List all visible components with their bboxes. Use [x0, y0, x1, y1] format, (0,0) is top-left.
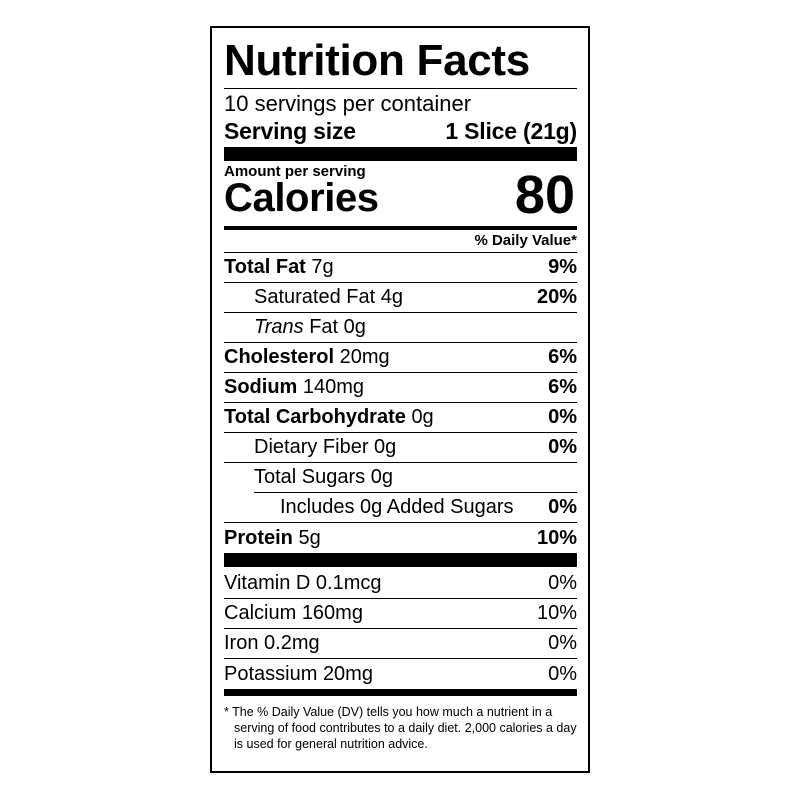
nutrient-row-total-sugars [254, 463, 577, 493]
nutrient-amount: 0g [370, 466, 393, 488]
serving-size-row [224, 117, 577, 147]
nutrient-dv: 0% [548, 406, 577, 428]
nutrient-row-sodium [224, 373, 577, 403]
vitamin-amount: 0.2mg [264, 632, 320, 654]
nutrient-name: Total Sugars [254, 466, 366, 488]
nutrient-name: Total Fat [224, 256, 306, 278]
footnote: * The % Daily Value (DV) tells you how much a nutrient in a serving of food contributes to a daily diet. 2,000 calories a day is used for general nutrition advice. [224, 705, 577, 751]
nutrient-dv: 6% [548, 376, 577, 398]
vitamin-name: Potassium [224, 662, 318, 685]
vitamin-name: Calcium [224, 602, 297, 624]
vitamin-name: Iron [224, 632, 259, 654]
amount-per-serving: Amount per serving [224, 163, 366, 180]
vitamin-amount: 20mg [322, 662, 373, 685]
vitamin-name: Vitamin D [224, 572, 311, 594]
nutrient-name: Saturated Fat [254, 286, 376, 308]
vitamin-dv: 0% [548, 572, 577, 594]
nutrient-row-protein [224, 523, 577, 553]
divider-medium [224, 689, 577, 696]
nutrient-row-total-fat [224, 253, 577, 283]
nutrient-row-added-sugars [224, 493, 577, 523]
nutrient-amount: 140mg [302, 376, 365, 398]
calories-label: Calories [224, 176, 379, 220]
nutrient-name: Total Carbohydrate [224, 406, 406, 428]
divider-thick [224, 147, 577, 161]
nutrient-row-trans-fat [224, 313, 577, 343]
nutrient-amount: 20mg [339, 346, 390, 368]
divider [224, 88, 577, 89]
nutrient-amount: 4g [380, 286, 403, 308]
nutrient-name: Sodium [224, 376, 298, 398]
nutrient-name: Dietary Fiber [254, 436, 369, 458]
servings-per-container: 10 servings per container [224, 91, 472, 116]
nutrition-facts-label [210, 26, 590, 773]
vitamin-row-calcium [224, 599, 577, 629]
serving-size-value: 1 Slice (21g) [445, 118, 577, 144]
vitamin-dv: 0% [548, 662, 577, 685]
nutrient-dv: 20% [536, 286, 577, 308]
nutrient-dv: 0% [548, 436, 577, 458]
nutrient-amount: 0g [343, 316, 366, 338]
nutrient-dv: 0% [548, 496, 577, 518]
nutrient-row-total-carbohydrate [224, 403, 577, 433]
nutrient-amount: 0g [411, 406, 434, 428]
vitamin-row-iron [224, 629, 577, 659]
vitamin-dv: 10% [536, 602, 577, 624]
nutrient-row-saturated-fat [224, 283, 577, 313]
nutrient-dv: 9% [548, 256, 577, 278]
daily-value-header: % Daily Value* [224, 230, 577, 253]
divider-thick [224, 553, 577, 567]
nutrient-row-cholesterol [224, 343, 577, 373]
serving-size-label: Serving size [224, 118, 356, 144]
nutrient-dv: 10% [536, 526, 577, 549]
nutrient-dv: 6% [548, 346, 577, 368]
calories-value: 80 [514, 165, 575, 225]
nutrient-amount: 5g [298, 526, 321, 549]
nutrient-name-italic: Trans [254, 316, 304, 338]
vitamin-amount: 160mg [301, 602, 363, 624]
nutrient-amount: 7g [311, 256, 334, 278]
nutrient-name: Cholesterol [224, 346, 335, 368]
nutrient-row-dietary-fiber [224, 433, 577, 463]
vitamin-row-potassium [224, 659, 577, 689]
nutrient-name: Fat [309, 316, 339, 338]
vitamin-row-vitamin-d [224, 569, 577, 599]
nutrient-name: Includes 0g Added Sugars [280, 496, 514, 518]
nutrient-amount: 0g [374, 436, 397, 458]
label-title: Nutrition Facts [224, 36, 530, 85]
nutrient-name: Protein [224, 526, 293, 549]
vitamin-dv: 0% [548, 632, 577, 654]
vitamin-amount: 0.1mcg [315, 572, 382, 594]
